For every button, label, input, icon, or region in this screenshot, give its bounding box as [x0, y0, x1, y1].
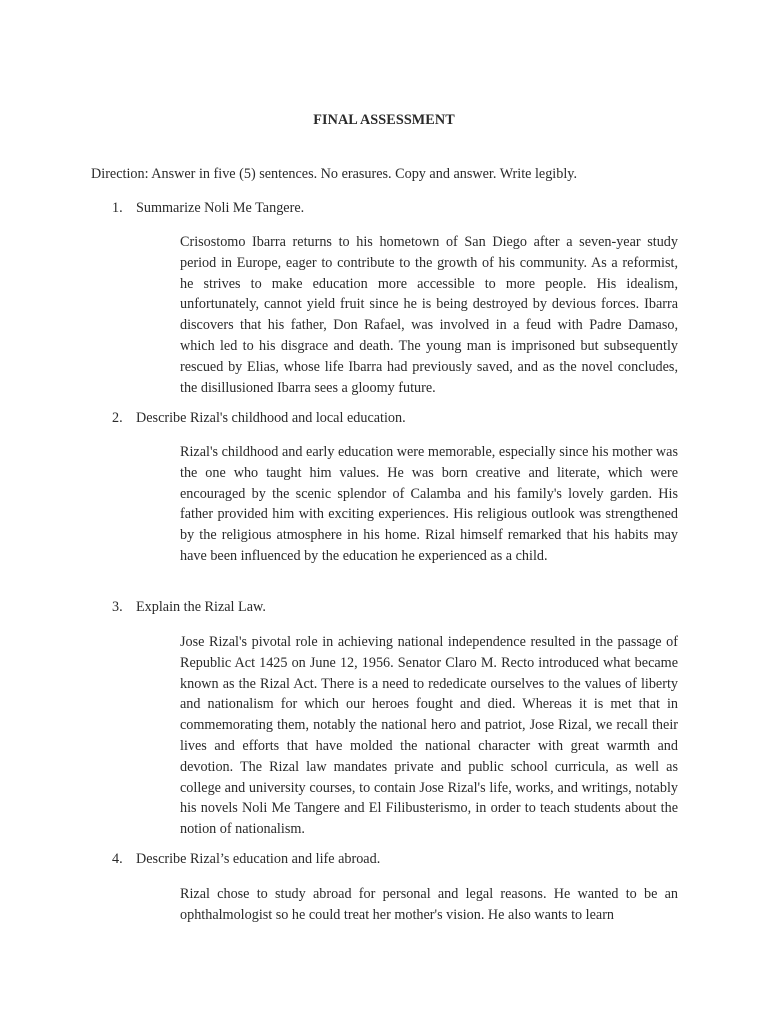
direction-text: Direction: Answer in five (5) sentences. No erasures. Copy and answer. Write legibly. [91, 166, 578, 182]
question-item [112, 410, 406, 427]
answer-paragraph: Jose Rizal's pivotal role in achieving national independence resulted in the passage of Republic Act 1425 on June 12, 1956. Senator Claro M. Recto introduced what became known as the Rizal Act. There is a need to rededicate ourselves to the values of liberty and nationalism for which our heroes fought and died. Whereas it is met that in commemorating them, notably the national hero and patriot, Jose Rizal, we recall their lives and efforts that have molded the national character with great warmth and devotion. The Rizal law mandates private and public school curricula, as well as college and university courses, to contain Jose Rizal's life, works, and writings, notably his novels Noli Me Tangere and El Filibusterismo, in order to teach students about the notion of nationalism. [180, 634, 678, 838]
answer-paragraph: Rizal chose to study abroad for personal and legal reasons. He wanted to be an ophthalmologist so he could treat her mother's vision. He also wants to learn [180, 886, 678, 923]
answer-paragraph: Rizal's childhood and early education were memorable, especially since his mother was the one who taught him values. He was born creative and literate, which were encouraged by the scenic splendor of Calamba and his family's lovely garden. His father provided him with exciting experiences. His religious outlook was strengthened by the religious atmosphere in his home. Rizal himself remarked that his habits may have been influenced by the education he experienced as a child. [180, 444, 678, 564]
question-number: 1. [112, 200, 123, 216]
question-number: 3. [112, 599, 123, 615]
question-text: Describe Rizal's childhood and local education. [136, 410, 406, 426]
question-item [112, 200, 304, 217]
question-item [112, 599, 266, 616]
document-title: FINAL ASSESSMENT [313, 112, 455, 128]
question-text: Summarize Noli Me Tangere. [136, 200, 305, 216]
question-text: Describe Rizal’s education and life abroad. [136, 851, 381, 867]
answer-paragraph: Crisostomo Ibarra returns to his hometown of San Diego after a seven-year study period in Europe, eager to contribute to the growth of his community. As a reformist, he strives to make education more accessible to more people. His idealism, unfortunately, cannot yield fruit since he is being destroyed by devious forces. Ibarra discovers that his father, Don Rafael, was involved in a feud with Padre Damaso, which led to his disgrace and death. The young man is imprisoned but subsequently rescued by Elias, whose life Ibarra had previously saved, and as the novel concludes, the disillusioned Ibarra sees a gloomy future. [180, 234, 678, 396]
question-number: 2. [112, 410, 123, 426]
question-number: 4. [112, 851, 123, 867]
question-item [112, 851, 380, 868]
question-text: Explain the Rizal Law. [136, 599, 266, 615]
